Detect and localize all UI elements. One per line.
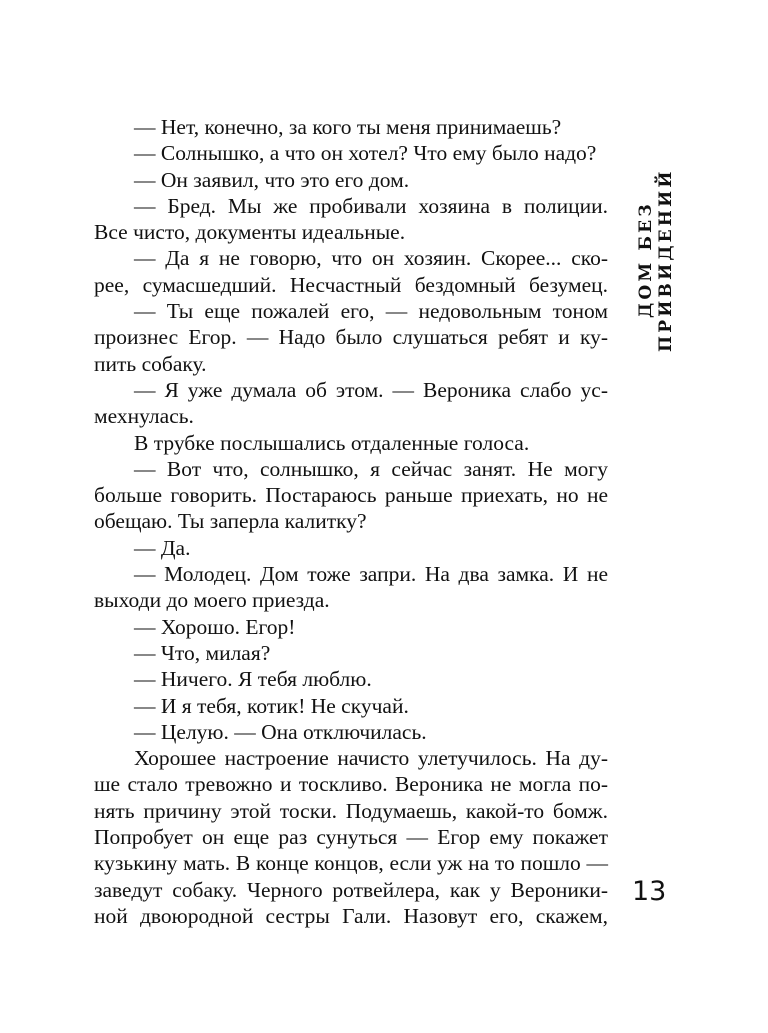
text-line: ше стало тревожно и тоскливо. Вероника не могла по- (94, 772, 608, 797)
text-line: выходи до моего приезда. (94, 588, 330, 613)
text-line: ной двоюродной сестры Гали. Назовут его, скажем, (94, 903, 608, 928)
text-line: — Молодец. Дом тоже запри. На два замка. И не (134, 562, 608, 587)
text-line: — Хорошо. Егор! (134, 614, 296, 639)
body-text (94, 114, 608, 929)
text-line: рее, сумасшедший. Несчастный бездомный безумец. (94, 272, 608, 297)
text-line: — И я тебя, котик! Не скучай. (134, 693, 409, 718)
text-line: пить собаку. (94, 351, 207, 376)
text-line: Все чисто, документы идеальные. (94, 220, 406, 245)
text-line: обещаю. Ты заперла калитку? (94, 509, 367, 534)
text-line: В трубке послышались отдаленные голоса. (134, 430, 530, 455)
text-line: — Вот что, солнышко, я сейчас занят. Не могу (134, 456, 608, 481)
text-line: — Да я не говорю, что он хозяин. Скорее... ско- (134, 246, 608, 271)
text-line: — Ничего. Я тебя люблю. (134, 667, 372, 692)
text-line: Попробует он еще раз сунуться — Егор ему покажет (94, 825, 608, 850)
text-line: мехнулась. (94, 404, 194, 429)
text-line: Хорошее настроение начисто улетучилось. На ду- (134, 746, 608, 771)
text-line: — Я уже думала об этом. — Вероника слабо ус- (134, 377, 608, 402)
text-line: — Солнышко, а что он хотел? Что ему было надо? (134, 141, 597, 166)
page-number: 13 (632, 876, 667, 907)
text-line: — Нет, конечно, за кого ты меня принимаешь? (134, 115, 562, 139)
text-line: кузькину мать. В конце концов, если уж на то пошло — (94, 851, 608, 876)
text-line: — Он заявил, что это его дом. (134, 167, 410, 192)
text-line: — Целую. — Она отключилась. (134, 719, 427, 744)
text-line: нять причину этой тоски. Подумаешь, какой-то бомж. (94, 798, 608, 823)
text-line: больше говорить. Постараюсь раньше приехать, но не (94, 483, 608, 508)
running-title: ДОМ БЕЗ ПРИВИДЕНИЙ (636, 168, 676, 352)
text-line: заведут собаку. Черного ротвейлера, как у Вероники- (94, 877, 608, 902)
text-line: произнес Егор. — Надо было слушаться ребят и ку- (94, 325, 608, 350)
text-line: — Бред. Мы же пробивали хозяина в полиции. (134, 193, 608, 218)
text-line: — Ты еще пожалей его, — недовольным тоном (134, 299, 608, 324)
text-line: — Что, милая? (134, 640, 271, 665)
text-line: — Да. (134, 535, 191, 560)
